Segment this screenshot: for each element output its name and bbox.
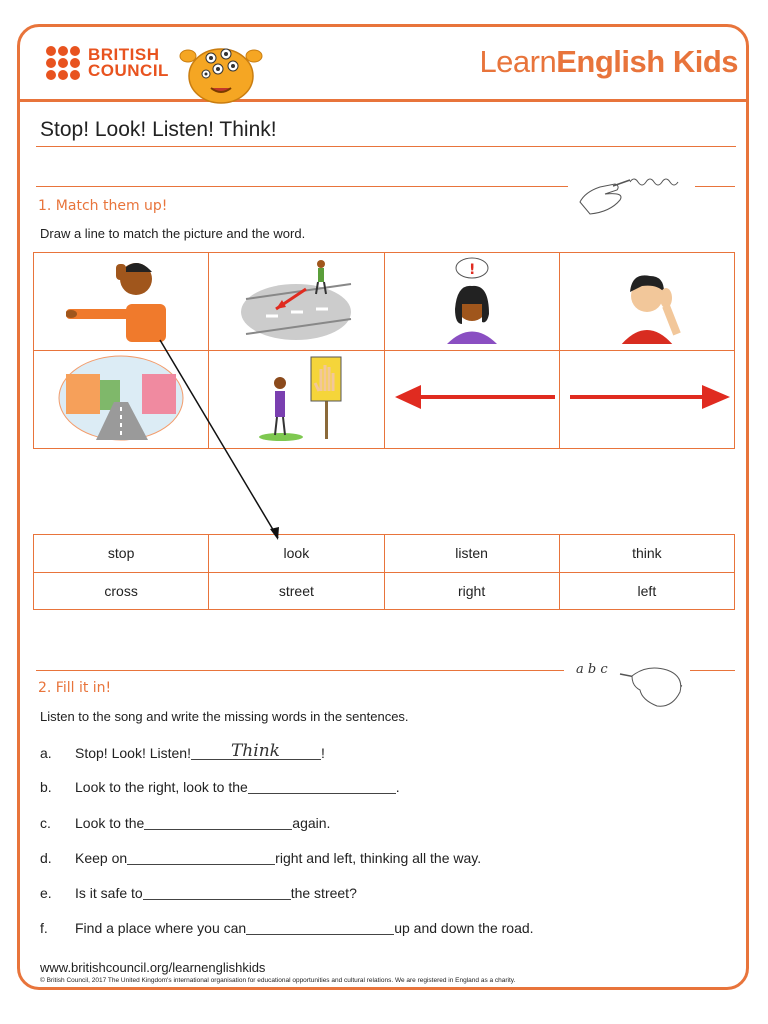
word-cell[interactable]: cross (34, 572, 209, 610)
hand-writing-icon (612, 656, 692, 714)
logo-dots-icon (46, 46, 80, 80)
picture-cell[interactable] (559, 253, 734, 351)
word-cell[interactable]: think (559, 535, 734, 573)
word-cell[interactable]: left (559, 572, 734, 610)
learnenglish-kids-logo: LearnEnglish Kids (479, 44, 738, 79)
picture-grid (33, 252, 735, 449)
right-arrow-image (562, 377, 732, 417)
left-arrow-image (387, 377, 557, 417)
section2-rule (36, 670, 564, 671)
street-image (56, 352, 186, 442)
word-cell[interactable]: look (209, 535, 384, 573)
crossing-road-image (236, 254, 356, 344)
answer-blank[interactable] (144, 815, 292, 830)
section1-rule-right (695, 186, 735, 187)
picture-cell[interactable] (209, 253, 384, 351)
section1-instruction: Draw a line to match the picture and the word. (40, 226, 306, 241)
answer-blank[interactable] (246, 920, 394, 935)
answer-blank[interactable] (248, 779, 396, 794)
word-grid (33, 534, 735, 610)
boy-listening-image (602, 254, 692, 344)
abc-text: a b c (576, 662, 608, 677)
section2-heading: 2. Fill it in! (38, 680, 112, 696)
sentence-b: b. Look to the right, look to the . (40, 779, 400, 795)
picture-cell[interactable] (384, 253, 559, 351)
answer-blank[interactable] (143, 885, 291, 900)
handwritten-answer: Think (230, 741, 280, 761)
word-cell[interactable]: stop (34, 535, 209, 573)
stop-sign-image (241, 351, 351, 443)
section1-rule (36, 186, 568, 187)
page-title: Stop! Look! Listen! Think! (40, 118, 277, 141)
title-rule (36, 146, 736, 147)
girl-thinking-image (427, 254, 517, 344)
sentence-a: a. Stop! Look! Listen! Think ! (40, 741, 325, 761)
svg-text:!: ! (468, 262, 476, 278)
picture-cell[interactable] (559, 351, 734, 449)
word-cell[interactable]: listen (384, 535, 559, 573)
footer-copyright: © British Council, 2017 The United Kingdom's international organisation for educational opportunities and cultural relations. We are registered in England as a charity. (40, 977, 516, 984)
sentence-d: d. Keep on right and left, thinking all the way. (40, 850, 482, 866)
sentence-c: c. Look to the again. (40, 815, 331, 831)
picture-cell[interactable] (209, 351, 384, 449)
picture-cell[interactable] (384, 351, 559, 449)
answer-blank[interactable] (191, 741, 321, 761)
page-frame (17, 24, 749, 990)
logo-line1: BRITISH (88, 45, 160, 64)
word-cell[interactable]: street (209, 572, 384, 610)
section2-instruction: Listen to the song and write the missing words in the sentences. (40, 709, 409, 724)
section2-rule-right (690, 670, 735, 671)
picture-cell[interactable] (34, 253, 209, 351)
picture-cell[interactable] (34, 351, 209, 449)
sentence-e: e. Is it safe to the street? (40, 885, 357, 901)
logo-line2: COUNCIL (88, 61, 169, 80)
footer-url[interactable]: www.britishcouncil.org/learnenglishkids (40, 960, 266, 975)
monster-mascot-icon (176, 36, 266, 106)
word-cell[interactable]: right (384, 572, 559, 610)
sentence-f: f. Find a place where you can up and down the road. (40, 920, 534, 936)
section1-heading: 1. Match them up! (38, 198, 168, 214)
british-council-logo (46, 46, 169, 80)
header-rule (20, 99, 748, 102)
answer-blank[interactable] (127, 850, 275, 865)
boy-pointing-image (66, 254, 176, 344)
writing-hand-icon (575, 172, 690, 220)
